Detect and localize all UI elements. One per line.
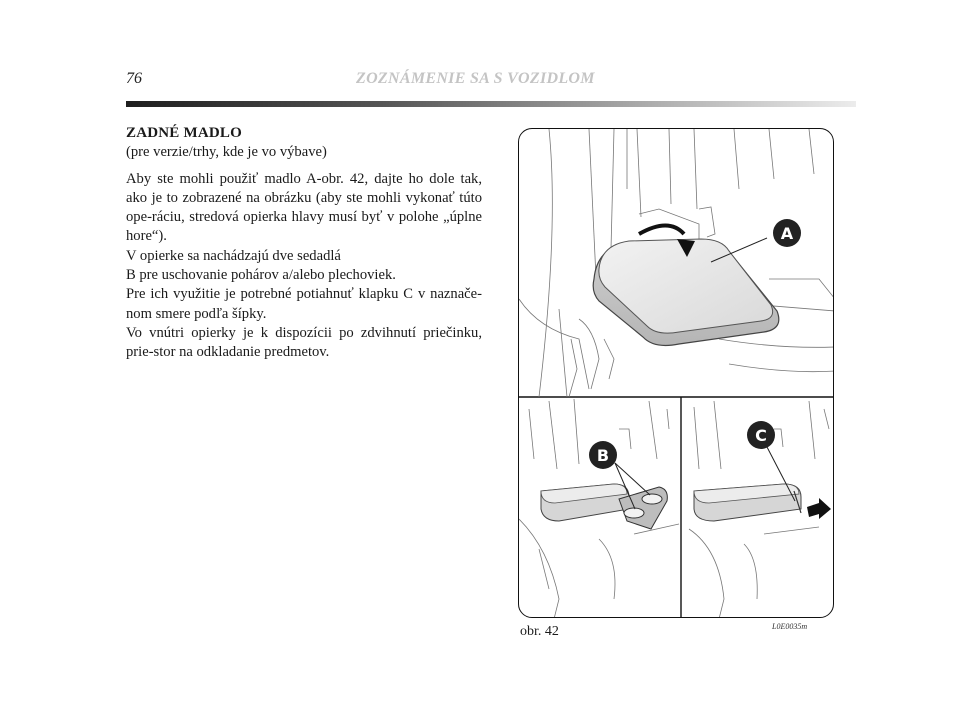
- page-header: [126, 70, 860, 110]
- section-title: ZADNÉ MADLO: [126, 125, 242, 141]
- image-code: L0E0035m: [772, 622, 808, 631]
- paragraph-2: V opierke sa nachádzajú dve sedadlá: [126, 247, 341, 264]
- chapter-title: ZOZNÁMENIE SA S VOZIDLOM: [356, 70, 595, 87]
- header-rule: [126, 101, 856, 107]
- figure-illustration: [518, 128, 834, 618]
- paragraph-1: Aby ste mohli použiť madlo A-obr. 42, dajte ho dole tak, ako je to zobrazené na obrázku (aby ste mohli vykonať túto ope-ráciu, stredová opierka hlavy musí byť v polohe „úplne hore“).: [126, 170, 482, 245]
- paragraph-3: B pre uschovanie pohárov a/alebo plechoviek.: [126, 267, 396, 284]
- flap-armrest: [694, 447, 831, 521]
- text-column: [126, 124, 482, 363]
- svg-text:B: B: [596, 446, 610, 465]
- figure-caption: obr. 42: [520, 624, 559, 639]
- armrest-a-illustration: [593, 226, 779, 346]
- callout-b: [589, 441, 617, 469]
- cupholder-armrest: [541, 463, 667, 529]
- callout-a: [773, 219, 801, 247]
- paragraph-5: Vo vnútri opierky je k dispozícii po zdvihnutí priečinku, prie-stor na odkladanie predmetov.: [126, 324, 482, 361]
- svg-text:A: A: [780, 224, 794, 243]
- section-subtitle: (pre verzie/trhy, kde je vo výbave): [126, 144, 327, 161]
- svg-text:C: C: [755, 426, 767, 445]
- page-number: 76: [126, 70, 142, 87]
- paragraph-4: Pre ich využitie je potrebné potiahnuť klapku C v naznače-nom smere podľa šípky.: [126, 286, 482, 322]
- callout-c: [747, 421, 775, 449]
